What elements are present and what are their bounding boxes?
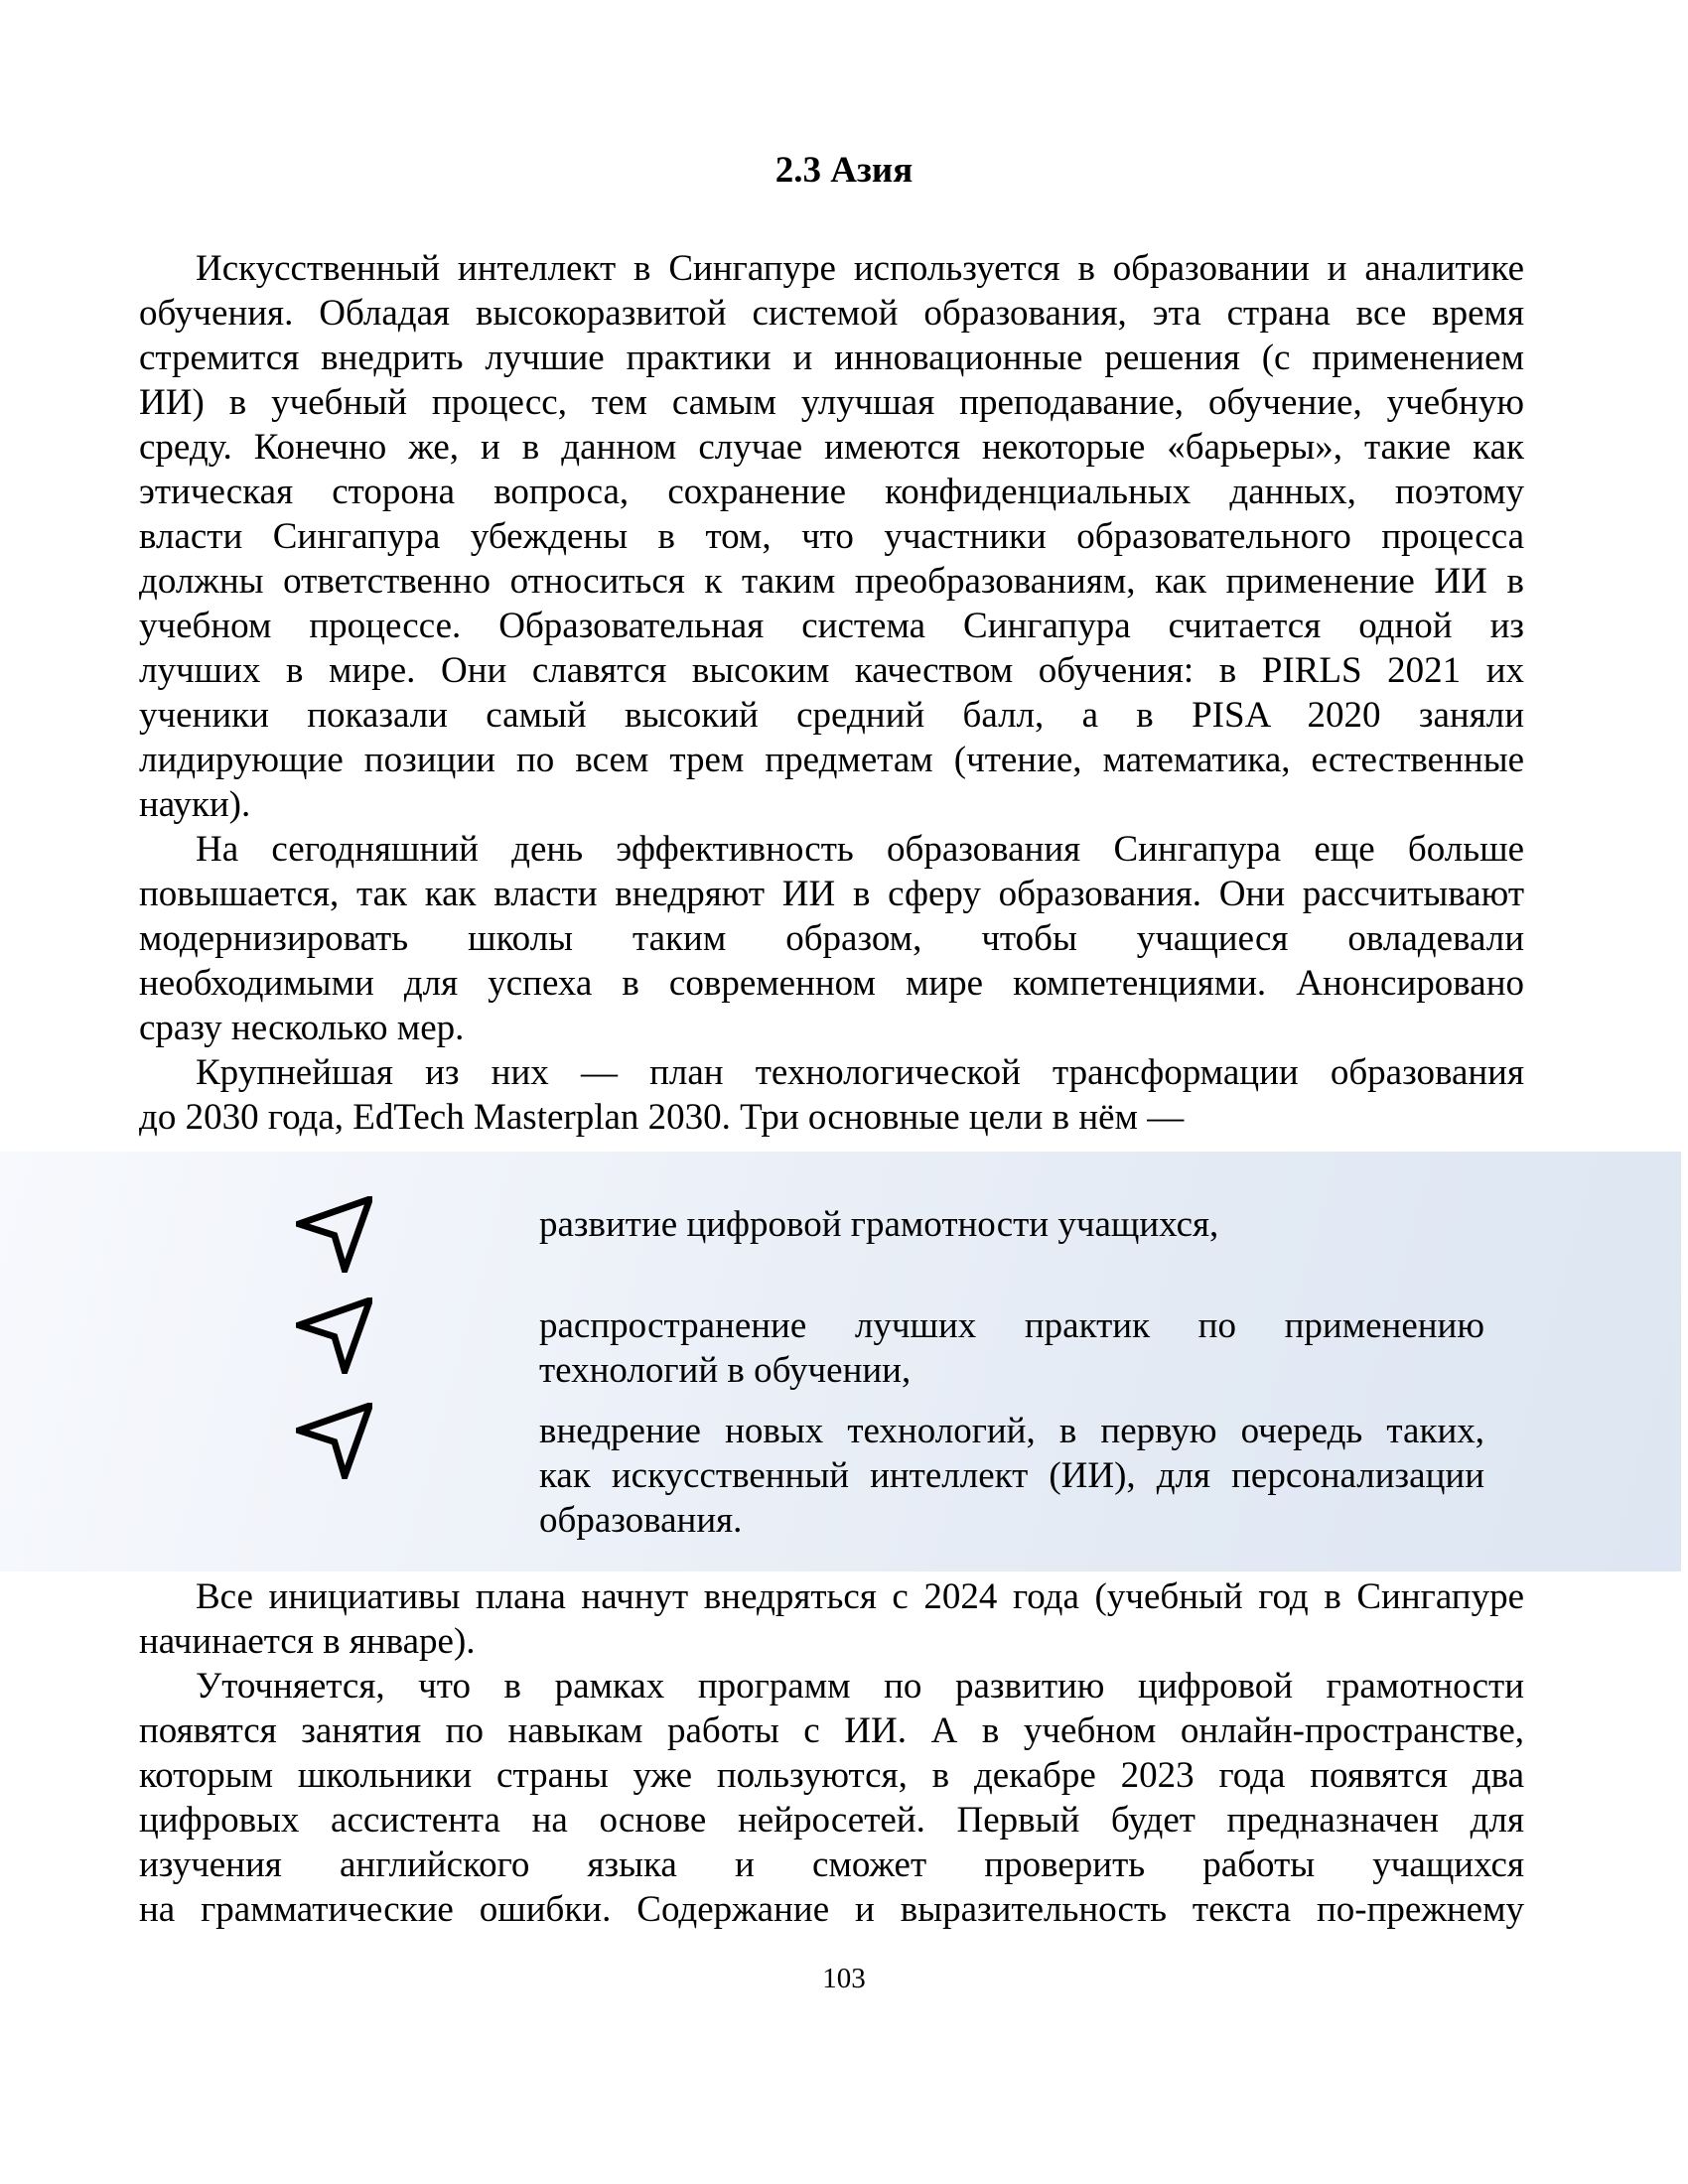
text-line: изучения английского языка и сможет проверить работы учащихся	[139, 1844, 1524, 1885]
text-line: появятся занятия по навыкам работы с ИИ. А в учебном онлайн-пространстве,	[139, 1710, 1524, 1751]
paragraph	[139, 1664, 1524, 1932]
text-line: которым школьники страны уже пользуются, в декабре 2023 года появятся два	[139, 1755, 1524, 1796]
text-line: среду. Конечно же, и в данном случае имеются некоторые «барьеры», такие как	[139, 427, 1524, 468]
text-line: на грамматические ошибки. Содержание и выразительность текста по-прежнему	[139, 1889, 1524, 1930]
text-line: Все инициативы плана начнут внедряться с 2024 года (учебный год в Сингапуре	[196, 1576, 1524, 1617]
text-line: стремится внедрить лучшие практики и инновационные решения (с применением	[139, 338, 1524, 378]
text-line: повышается, так как власти внедряют ИИ в сферу образования. Они рассчитывают	[139, 874, 1524, 914]
text-line: образования.	[539, 1500, 743, 1541]
text-line: начинается в январе).	[139, 1621, 476, 1662]
text-line: власти Сингапура убеждены в том, что участники образовательного процесса	[139, 516, 1524, 557]
lower-text-block	[139, 1574, 1524, 1932]
text-line: науки).	[139, 784, 251, 825]
text-line: На сегодняшний день эффективность образования Сингапура еще больше	[196, 829, 1524, 870]
paragraph	[139, 827, 1524, 1050]
text-line: необходимыми для успеха в современном мире компетенциями. Анонсировано	[139, 963, 1524, 1004]
paragraph	[139, 1050, 1524, 1140]
section-heading: 2.3 Азия	[774, 150, 914, 191]
goal-item-text	[539, 1409, 1484, 1543]
page-number: 103	[822, 1963, 866, 1994]
text-line: до 2030 года, EdTech Masterplan 2030. Три основные цели в нём —	[139, 1097, 1185, 1138]
text-line: развитие цифровой грамотности учащихся,	[539, 1204, 1219, 1245]
goal-item-text	[539, 1303, 1484, 1393]
text-line: обучения. Обладая высокоразвитой системой образования, эта страна все время	[139, 293, 1524, 334]
text-line: Уточняется, что в рамках программ по развитию цифровой грамотности	[196, 1666, 1524, 1706]
text-line: учебном процессе. Образовательная система Сингапура считается одной из	[139, 606, 1524, 646]
text-line: сразу несколько мер.	[139, 1008, 465, 1048]
goal-item-text	[539, 1202, 1484, 1247]
text-line: должны ответственно относиться к таким преобразованиям, как применение ИИ в	[139, 561, 1524, 602]
text-line: Крупнейшая из них — план технологической трансформации образования	[196, 1052, 1524, 1093]
goals-highlight-box	[0, 1152, 1681, 1571]
text-line: лучших в мире. Они славятся высоким качеством обучения: в PIRLS 2021 их	[139, 650, 1524, 691]
text-line: Искусственный интеллект в Сингапуре используется в образовании и аналитике	[196, 248, 1524, 289]
navigation-arrow-icon	[296, 1196, 372, 1273]
paragraph	[139, 246, 1524, 827]
text-line: технологий в обучении,	[539, 1350, 912, 1391]
upper-text-block	[139, 246, 1524, 1140]
navigation-arrow-icon	[296, 1403, 372, 1479]
text-line: ИИ) в учебный процесс, тем самым улучшая преподавание, обучение, учебную	[139, 382, 1524, 423]
paragraph	[139, 1574, 1524, 1664]
text-line: этическая сторона вопроса, сохранение конфиденциальных данных, поэтому	[139, 472, 1524, 512]
text-line: как искусственный интеллект (ИИ), для персонализации	[539, 1455, 1484, 1496]
text-line: цифровых ассистента на основе нейросетей. Первый будет предназначен для	[139, 1800, 1524, 1841]
text-line: модернизировать школы таким образом, чтобы учащиеся овладевали	[139, 918, 1524, 959]
text-line: ученики показали самый высокий средний балл, а в PISA 2020 заняли	[139, 695, 1524, 736]
text-line: внедрение новых технологий, в первую очередь таких,	[539, 1411, 1484, 1451]
text-line: распространение лучших практик по применению	[539, 1305, 1484, 1346]
text-line: лидирующие позиции по всем трем предметам (чтение, математика, естественные	[139, 740, 1524, 780]
navigation-arrow-icon	[296, 1297, 372, 1374]
